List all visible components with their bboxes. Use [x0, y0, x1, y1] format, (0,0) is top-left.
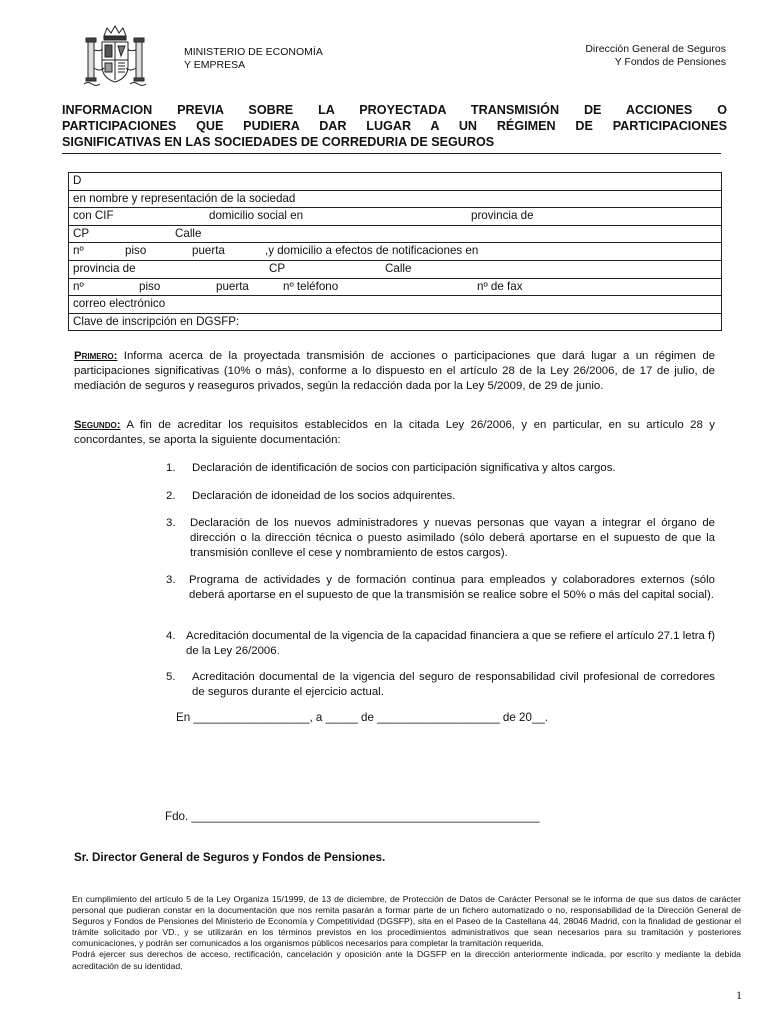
form-row-cp-calle[interactable]	[69, 226, 721, 244]
list-item: Declaración de identificación de socios con participación significativa y altos cargos.	[192, 462, 616, 474]
label-puerta-1: puerta	[192, 244, 225, 258]
title-line-2: PARTICIPACIONES QUE PUDIERA DAR LUGAR A UN RÉGIMEN DE PARTICIPACIONES	[62, 119, 727, 133]
paragraph-primero	[74, 349, 715, 393]
segundo-text: A fin de acreditar los requisitos establecidos en la citada Ley 26/2006, y en particular, en su artículo 28 y concordantes, se aporta la siguiente documentación:	[74, 419, 715, 446]
legal-paragraph-2: Podrá ejercer sus derechos de acceso, rectificación, cancelación y oposición ante la DGSFP en la dirección anteriormente indicada, por escrito y mediante la debida acreditación de su identidad.	[72, 949, 741, 971]
form-row-email[interactable]	[69, 296, 721, 314]
label-fax: nº de fax	[477, 279, 523, 293]
title-divider	[62, 153, 721, 154]
list-item: Programa de actividades y de formación continua para empleados y colaboradores externos (sólo deberá aportarse en el supuesto de que la transmisión se realice sobre el 50% o más del capital social).	[189, 574, 715, 601]
title-line-3: SIGNIFICATIVAS EN LAS SOCIEDADES DE CORREDURIA DE SEGUROS	[62, 135, 495, 149]
label-telefono: nº teléfono	[283, 279, 339, 293]
directorate-line-1: Dirección General de Seguros	[585, 43, 726, 55]
form-row-address-1[interactable]	[69, 243, 721, 261]
list-item: Declaración de los nuevos administradores y nuevas personas que vayan a integrar el órgano de dirección o la dirección técnica o puesto asimilado (sólo deberá aportarse en el supuesto de que la transmisión conlleve el cese y nombramiento de estos cargos).	[190, 517, 715, 559]
ministry-line-1: MINISTERIO DE ECONOMÍA	[184, 46, 323, 58]
list-item-number: 1.	[166, 462, 176, 474]
label-clave: Clave de inscripción en DGSFP:	[73, 314, 240, 328]
label-cp-1: CP	[73, 226, 90, 240]
list-item: Declaración de idoneidad de los socios adquirentes.	[192, 490, 456, 502]
list-item: Acreditación documental de la vigencia de la capacidad financiera a que se refiere el artículo 27.1 letra f) de la Ley 26/2006.	[186, 630, 715, 657]
applicant-form	[68, 172, 722, 331]
ministry-line-2: Y EMPRESA	[184, 59, 246, 71]
label-puerta-2: puerta	[216, 279, 249, 293]
label-n-2: nº	[73, 279, 84, 293]
primero-lead: Primero:	[74, 350, 118, 362]
title-line-1: INFORMACION PREVIA SOBRE LA PROYECTADA TRANSMISIÓN DE ACCIONES O	[62, 103, 727, 117]
label-calle-2: Calle	[385, 261, 412, 275]
signature-line[interactable]: Fdo. ______________________________________________________	[165, 810, 540, 823]
coat-of-arms-icon	[80, 22, 150, 90]
form-row-representation[interactable]	[69, 191, 721, 209]
list-item-number: 4.	[166, 630, 176, 642]
list-item-number: 3.	[166, 517, 176, 529]
addressee: Sr. Director General de Seguros y Fondos de Pensiones.	[74, 851, 386, 864]
list-item-number: 2.	[166, 490, 176, 502]
form-row-clave[interactable]	[69, 314, 721, 331]
directorate-name	[585, 43, 726, 69]
label-cif: con CIF	[73, 209, 114, 223]
data-protection-notice	[72, 894, 741, 972]
list-item-number: 3.	[166, 574, 176, 586]
ministry-name	[184, 46, 323, 72]
label-provincia-2: provincia de	[73, 261, 136, 275]
place-date-line[interactable]: En __________________, a _____ de ___________________ de 20__.	[176, 711, 549, 724]
label-calle-1: Calle	[175, 226, 202, 240]
label-piso-1: piso	[125, 244, 147, 258]
label-correo: correo electrónico	[73, 297, 166, 311]
paragraph-segundo	[74, 418, 715, 448]
form-row-contact[interactable]	[69, 279, 721, 297]
segundo-lead: Segundo:	[74, 419, 121, 431]
label-domicilio-notificaciones: ,y domicilio a efectos de notificaciones en	[265, 244, 479, 258]
list-item-number: 5.	[166, 671, 176, 683]
label-n-1: nº	[73, 244, 84, 258]
label-representation: en nombre y representación de la sociedad	[73, 191, 296, 205]
form-row-provincia[interactable]	[69, 261, 721, 279]
label-cp-2: CP	[269, 261, 286, 275]
list-item: Acreditación documental de la vigencia del seguro de responsabilidad civil profesional de corredores de seguros durante el ejercicio actual.	[192, 671, 715, 698]
label-piso-2: piso	[139, 279, 161, 293]
label-provincia-1: provincia de	[471, 209, 534, 223]
primero-text: Informa acerca de la proyectada transmisión de acciones o participaciones que dará lugar a un régimen de participaciones significativas (10% o más), conforme a lo dispuesto en el artículo 28 de la Ley 26/2006, de 17 de julio, de mediación de seguros y reaseguros privados, según la redacción dada por la Ley 5/2009, de 29 de junio.	[74, 350, 715, 392]
legal-paragraph-1: En cumplimiento del artículo 5 de la Ley Organiza 15/1999, de 13 de diciembre, de Protección de Datos de Carácter Personal se le informa de que sus datos de carácter personal que pudieran constar en la documentación que nos remita pasarán a formar parte de un fichero automatizado o no, responsabilidad de la Dirección General de Seguros y Fondos de Pensiones del Ministerio de Economía y Competitividad (DGSFP), sita en el Paseo de la Castellana 44, 28046 Madrid, con la finalidad de gestionar el trámite solicitado por VD., y se utilizarán en los términos previstos en los procedimientos administrativos que sean necesarios para su tramitación y posteriores comunicaciones, y podrán ser comunicados a los organismos públicos necesarios para completar la tramitación requerida.	[72, 894, 741, 949]
form-row-d[interactable]	[69, 173, 721, 191]
form-row-cif[interactable]	[69, 208, 721, 226]
page-title	[62, 102, 727, 150]
directorate-line-2: Y Fondos de Pensiones	[614, 56, 726, 68]
label-domicilio-social: domicilio social en	[209, 209, 304, 223]
page-number: 1	[736, 988, 742, 1002]
label-d: D	[73, 174, 82, 187]
